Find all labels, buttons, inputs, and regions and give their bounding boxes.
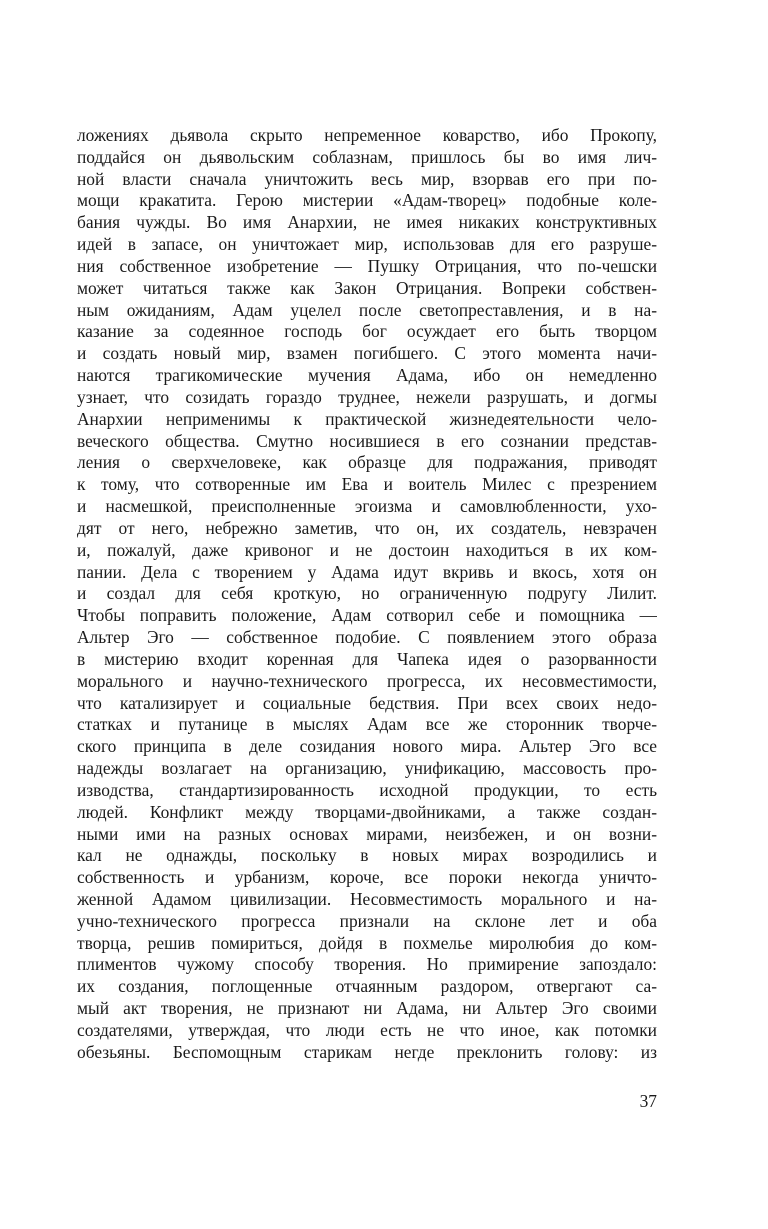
text-line: наются трагикомические мучения Адама, ибо он немедленно [77, 365, 657, 386]
text-line: морального и научно-технического прогресса, их несовместимости, [77, 670, 657, 691]
text-line: ложениях дьявола скрыто непременное коварство, ибо Прокопу, [77, 125, 657, 145]
text-line: пании. Дела с творением у Адама идут вкривь и вкось, хотя он [77, 561, 657, 582]
text-line: к тому, что сотворенные им Ева и воитель Милес с презрением [77, 474, 657, 495]
text-line: и создал для себя кроткую, но ограниченную подругу Лилит. [77, 583, 657, 604]
text-line: обезьяны. Беспомощным старикам негде преклонить голову: из [77, 1041, 657, 1062]
text-line: их создания, поглощенные отчаянным раздором, отвергают са- [77, 976, 657, 997]
text-line: мый акт творения, не признают ни Адама, ни Альтер Эго своими [77, 998, 657, 1019]
text-line: что катализирует и социальные бедствия. При всех своих недо- [77, 692, 657, 713]
text-line: веческого общества. Смутно носившиеся в его сознании представ- [77, 430, 657, 451]
text-line: учно-технического прогресса признали на склоне лет и оба [77, 910, 657, 931]
text-line: дят от него, небрежно заметив, что он, их создатель, невзрачен [77, 517, 657, 538]
text-line: и создать новый мир, взамен погибшего. С этого момента начи- [77, 343, 657, 364]
text-line: идей в запасе, он уничтожает мир, использовав для его разруше- [77, 234, 657, 255]
text-line: создателями, утверждая, что люди есть не что иное, как потомки [77, 1019, 657, 1040]
text-line: и насмешкой, преисполненные эгоизма и самовлюбленности, ухо- [77, 496, 657, 517]
text-line: женной Адамом цивилизации. Несовместимость морального и на- [77, 888, 657, 909]
text-line: людей. Конфликт между творцами-двойниками, а также создан- [77, 801, 657, 822]
text-line: ным ожиданиям, Адам уцелел после светопреставления, и в на- [77, 299, 657, 320]
text-line: надежды возлагает на организацию, унификацию, массовость про- [77, 758, 657, 779]
body-text [77, 125, 657, 1064]
text-line: узнает, что созидать гораздо труднее, нежели разрушать, и догмы [77, 386, 657, 407]
text-line: мощи кракатита. Герою мистерии «Адам-творец» подобные коле- [77, 190, 657, 211]
text-line: плиментов чужому способу творения. Но примирение запоздало: [77, 954, 657, 975]
text-line: бания чужды. Во имя Анархии, не имея никаких конструктивных [77, 212, 657, 233]
text-line: может читаться также как Закон Отрицания. Вопреки собствен- [77, 277, 657, 298]
text-line: творца, решив помириться, дойдя в похмелье миролюбия до ком- [77, 932, 657, 953]
text-line: ления о сверхчеловеке, как образце для подражания, приводят [77, 452, 657, 473]
text-line: в мистерию входит коренная для Чапека идея о разорванности [77, 648, 657, 669]
text-line: ными ими на разных основах мирами, неизбежен, и он возни- [77, 823, 657, 844]
text-line: и, пожалуй, даже кривоног и не достоин находиться в их ком- [77, 539, 657, 560]
text-line: Чтобы поправить положение, Адам сотворил себе и помощника — [77, 605, 657, 626]
text-line: Анархии неприменимы к практической жизнедеятельности чело- [77, 408, 657, 429]
text-line: ной власти сначала уничтожить весь мир, взорвав его при по- [77, 168, 657, 189]
text-line: ского принципа в деле созидания нового мира. Альтер Эго все [77, 736, 657, 757]
text-line: Альтер Эго — собственное подобие. С появлением этого образа [77, 627, 657, 648]
text-line: статках и путанице в мыслях Адам все же сторонник творче- [77, 714, 657, 735]
text-line: кал не однажды, поскольку в новых мирах возродились и [77, 845, 657, 866]
text-line: изводства, стандартизированность исходной продукции, то есть [77, 779, 657, 800]
page-number: 37 [639, 1091, 657, 1111]
text-line: казание за содеянное господь бог осуждает его быть творцом [77, 321, 657, 342]
text-line: ния собственное изобретение — Пушку Отрицания, что по-чешски [77, 255, 657, 276]
text-line: поддайся он дьявольским соблазнам, пришлось бы во имя лич- [77, 146, 657, 167]
text-line: собственность и урбанизм, короче, все пороки некогда уничто- [77, 867, 657, 888]
